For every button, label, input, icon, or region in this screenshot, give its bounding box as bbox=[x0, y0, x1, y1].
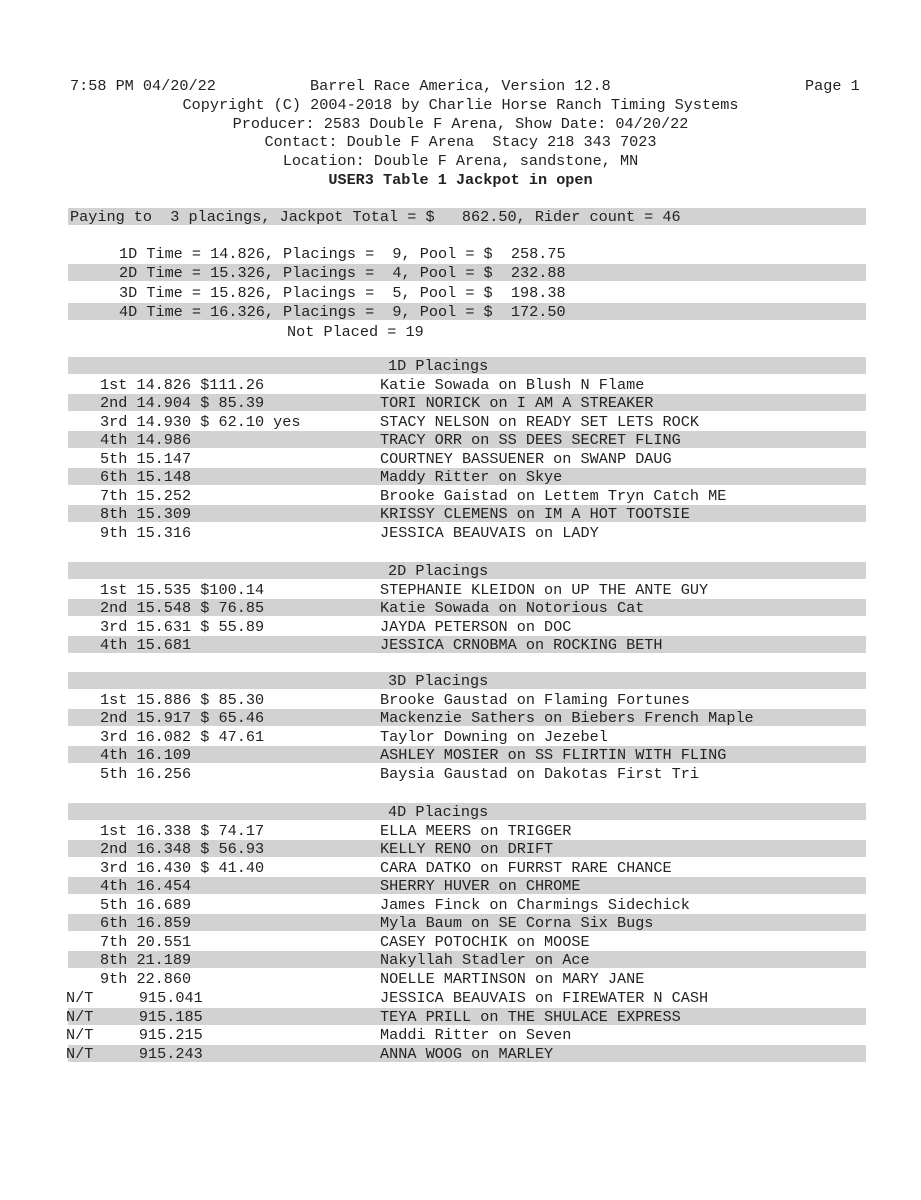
rider-horse: Maddi Ritter on Seven bbox=[380, 1026, 572, 1045]
table-row bbox=[0, 896, 921, 914]
division-row bbox=[0, 245, 921, 263]
table-row bbox=[0, 951, 921, 969]
placing-result: 2nd 15.917 $ 65.46 bbox=[100, 709, 265, 728]
no-time-row bbox=[0, 989, 921, 1007]
rider-horse: Katie Sowada on Blush N Flame bbox=[380, 375, 645, 394]
section-header bbox=[0, 357, 921, 375]
placing-result: 2nd 15.548 $ 76.85 bbox=[100, 599, 265, 618]
table-row bbox=[0, 581, 921, 599]
placing-result: 1st 14.826 $111.26 bbox=[100, 375, 265, 394]
rider-horse: CARA DATKO on FURRST RARE CHANCE bbox=[380, 858, 672, 877]
table-row bbox=[0, 691, 921, 709]
section-header bbox=[0, 803, 921, 821]
producer-line: Producer: 2583 Double F Arena, Show Date: 04/20/22 bbox=[232, 115, 689, 133]
table-row bbox=[0, 636, 921, 654]
rider-horse: Taylor Downing on Jezebel bbox=[380, 727, 608, 746]
placing-result: 6th 15.148 bbox=[100, 468, 192, 487]
table-row bbox=[0, 709, 921, 727]
division-summary: 1D Time = 14.826, Placings = 9, Pool = $ 258.75 bbox=[119, 245, 566, 263]
table-row bbox=[0, 487, 921, 505]
table-row bbox=[0, 970, 921, 988]
section-title: 1D Placings bbox=[388, 357, 489, 375]
rider-horse: JESSICA BEAUVAIS on LADY bbox=[380, 523, 599, 542]
placing-result: 1st 15.886 $ 85.30 bbox=[100, 690, 265, 709]
rider-horse: Katie Sowada on Notorious Cat bbox=[380, 599, 645, 618]
table-row bbox=[0, 859, 921, 877]
division-summary: 3D Time = 15.826, Placings = 5, Pool = $ 198.38 bbox=[119, 283, 566, 302]
rider-horse: CASEY POTOCHIK on MOOSE bbox=[380, 932, 590, 951]
placing-result: 6th 16.859 bbox=[100, 914, 192, 933]
division-row bbox=[0, 264, 921, 282]
rider-horse: Maddy Ritter on Skye bbox=[380, 468, 563, 487]
rider-horse: ELLA MEERS on TRIGGER bbox=[380, 821, 572, 840]
rider-horse: Nakyllah Stadler on Ace bbox=[380, 951, 590, 970]
table-row bbox=[0, 505, 921, 523]
rider-horse: Mackenzie Sathers on Biebers French Maple bbox=[380, 709, 754, 728]
placing-result: 2nd 16.348 $ 56.93 bbox=[100, 840, 265, 859]
location-line: Location: Double F Arena, sandstone, MN bbox=[282, 152, 639, 170]
jackpot-summary: Paying to 3 placings, Jackpot Total = $ 862.50, Rider count = 46 bbox=[70, 208, 681, 226]
page-number: Page 1 bbox=[805, 77, 860, 95]
no-time-result: N/T 915.185 bbox=[66, 1007, 203, 1026]
rider-horse: James Finck on Charmings Sidechick bbox=[380, 895, 690, 914]
placing-result: 9th 22.860 bbox=[100, 969, 192, 988]
division-summary: 2D Time = 15.326, Placings = 4, Pool = $ 232.88 bbox=[119, 264, 566, 283]
division-summary: 4D Time = 16.326, Placings = 9, Pool = $ 172.50 bbox=[119, 303, 566, 322]
no-time-row bbox=[0, 1008, 921, 1026]
no-time-result: N/T 915.215 bbox=[66, 1026, 203, 1045]
table-row bbox=[0, 431, 921, 449]
rider-horse: NOELLE MARTINSON on MARY JANE bbox=[380, 969, 645, 988]
placing-result: 5th 16.256 bbox=[100, 764, 192, 783]
table-row bbox=[0, 376, 921, 394]
no-time-row bbox=[0, 1026, 921, 1044]
contact-line: Contact: Double F Arena Stacy 218 343 7023 bbox=[264, 133, 657, 151]
table-row bbox=[0, 450, 921, 468]
table-row bbox=[0, 599, 921, 617]
placing-result: 4th 16.109 bbox=[100, 746, 192, 765]
rider-horse: Brooke Gaistad on Lettem Tryn Catch ME bbox=[380, 486, 727, 505]
rider-horse: ANNA WOOG on MARLEY bbox=[380, 1044, 554, 1063]
rider-horse: TEYA PRILL on THE SHULACE EXPRESS bbox=[380, 1007, 681, 1026]
app-version: Barrel Race America, Version 12.8 bbox=[310, 77, 611, 95]
no-time-result: N/T 915.243 bbox=[66, 1044, 203, 1063]
table-row bbox=[0, 840, 921, 858]
placing-result: 4th 15.681 bbox=[100, 636, 192, 655]
report-time: 7:58 PM 04/20/22 bbox=[70, 77, 216, 95]
division-row bbox=[0, 284, 921, 302]
placing-result: 7th 15.252 bbox=[100, 486, 192, 505]
placing-result: 8th 15.309 bbox=[100, 505, 192, 524]
placing-result: 5th 16.689 bbox=[100, 895, 192, 914]
placing-result: 3rd 16.430 $ 41.40 bbox=[100, 858, 265, 877]
not-placed-row bbox=[0, 323, 921, 341]
placing-result: 4th 16.454 bbox=[100, 877, 192, 896]
rider-horse: Myla Baum on SE Corna Six Bugs bbox=[380, 914, 654, 933]
placing-result: 4th 14.986 bbox=[100, 431, 192, 450]
rider-horse: KELLY RENO on DRIFT bbox=[380, 840, 554, 859]
placing-result: 1st 16.338 $ 74.17 bbox=[100, 821, 265, 840]
report-title: USER3 Table 1 Jackpot in open bbox=[328, 171, 593, 189]
rider-horse: STACY NELSON on READY SET LETS ROCK bbox=[380, 412, 699, 431]
section-header bbox=[0, 672, 921, 690]
placing-result: 7th 20.551 bbox=[100, 932, 192, 951]
table-row bbox=[0, 746, 921, 764]
table-row bbox=[0, 394, 921, 412]
table-row bbox=[0, 822, 921, 840]
rider-horse: COURTNEY BASSUENER on SWANP DAUG bbox=[380, 449, 672, 468]
rider-horse: TORI NORICK on I AM A STREAKER bbox=[380, 394, 654, 413]
rider-horse: Baysia Gaustad on Dakotas First Tri bbox=[380, 764, 699, 783]
section-title: 2D Placings bbox=[388, 562, 489, 580]
placing-result: 1st 15.535 $100.14 bbox=[100, 580, 265, 599]
rider-horse: JESSICA CRNOBMA on ROCKING BETH bbox=[380, 636, 663, 655]
no-time-result: N/T 915.041 bbox=[66, 989, 203, 1007]
rider-horse: SHERRY HUVER on CHROME bbox=[380, 877, 581, 896]
table-row bbox=[0, 914, 921, 932]
placing-result: 8th 21.189 bbox=[100, 951, 192, 970]
table-row bbox=[0, 524, 921, 542]
division-row bbox=[0, 303, 921, 321]
section-header bbox=[0, 562, 921, 580]
placing-result: 3rd 16.082 $ 47.61 bbox=[100, 727, 265, 746]
placing-result: 5th 15.147 bbox=[100, 449, 192, 468]
copyright-line: Copyright (C) 2004-2018 by Charlie Horse Ranch Timing Systems bbox=[182, 96, 739, 114]
table-row bbox=[0, 933, 921, 951]
placing-result: 3rd 15.631 $ 55.89 bbox=[100, 617, 265, 636]
table-row bbox=[0, 877, 921, 895]
table-row bbox=[0, 765, 921, 783]
table-row bbox=[0, 468, 921, 486]
rider-horse: JAYDA PETERSON on DOC bbox=[380, 617, 572, 636]
rider-horse: KRISSY CLEMENS on IM A HOT TOOTSIE bbox=[380, 505, 690, 524]
table-row bbox=[0, 728, 921, 746]
no-time-row bbox=[0, 1045, 921, 1063]
section-title: 3D Placings bbox=[388, 672, 489, 690]
rider-horse: JESSICA BEAUVAIS on FIREWATER N CASH bbox=[380, 989, 709, 1007]
placing-result: 9th 15.316 bbox=[100, 523, 192, 542]
summary-line bbox=[0, 208, 921, 226]
placing-result: 3rd 14.930 $ 62.10 yes bbox=[100, 412, 301, 431]
table-row bbox=[0, 413, 921, 431]
rider-horse: TRACY ORR on SS DEES SECRET FLING bbox=[380, 431, 681, 450]
rider-horse: ASHLEY MOSIER on SS FLIRTIN WITH FLING bbox=[380, 746, 727, 765]
placing-result: 2nd 14.904 $ 85.39 bbox=[100, 394, 265, 413]
header-line-1 bbox=[0, 77, 921, 95]
section-title: 4D Placings bbox=[388, 803, 489, 821]
table-row bbox=[0, 618, 921, 636]
rider-horse: STEPHANIE KLEIDON on UP THE ANTE GUY bbox=[380, 580, 709, 599]
not-placed-count: Not Placed = 19 bbox=[287, 322, 424, 341]
rider-horse: Brooke Gaustad on Flaming Fortunes bbox=[380, 690, 690, 709]
